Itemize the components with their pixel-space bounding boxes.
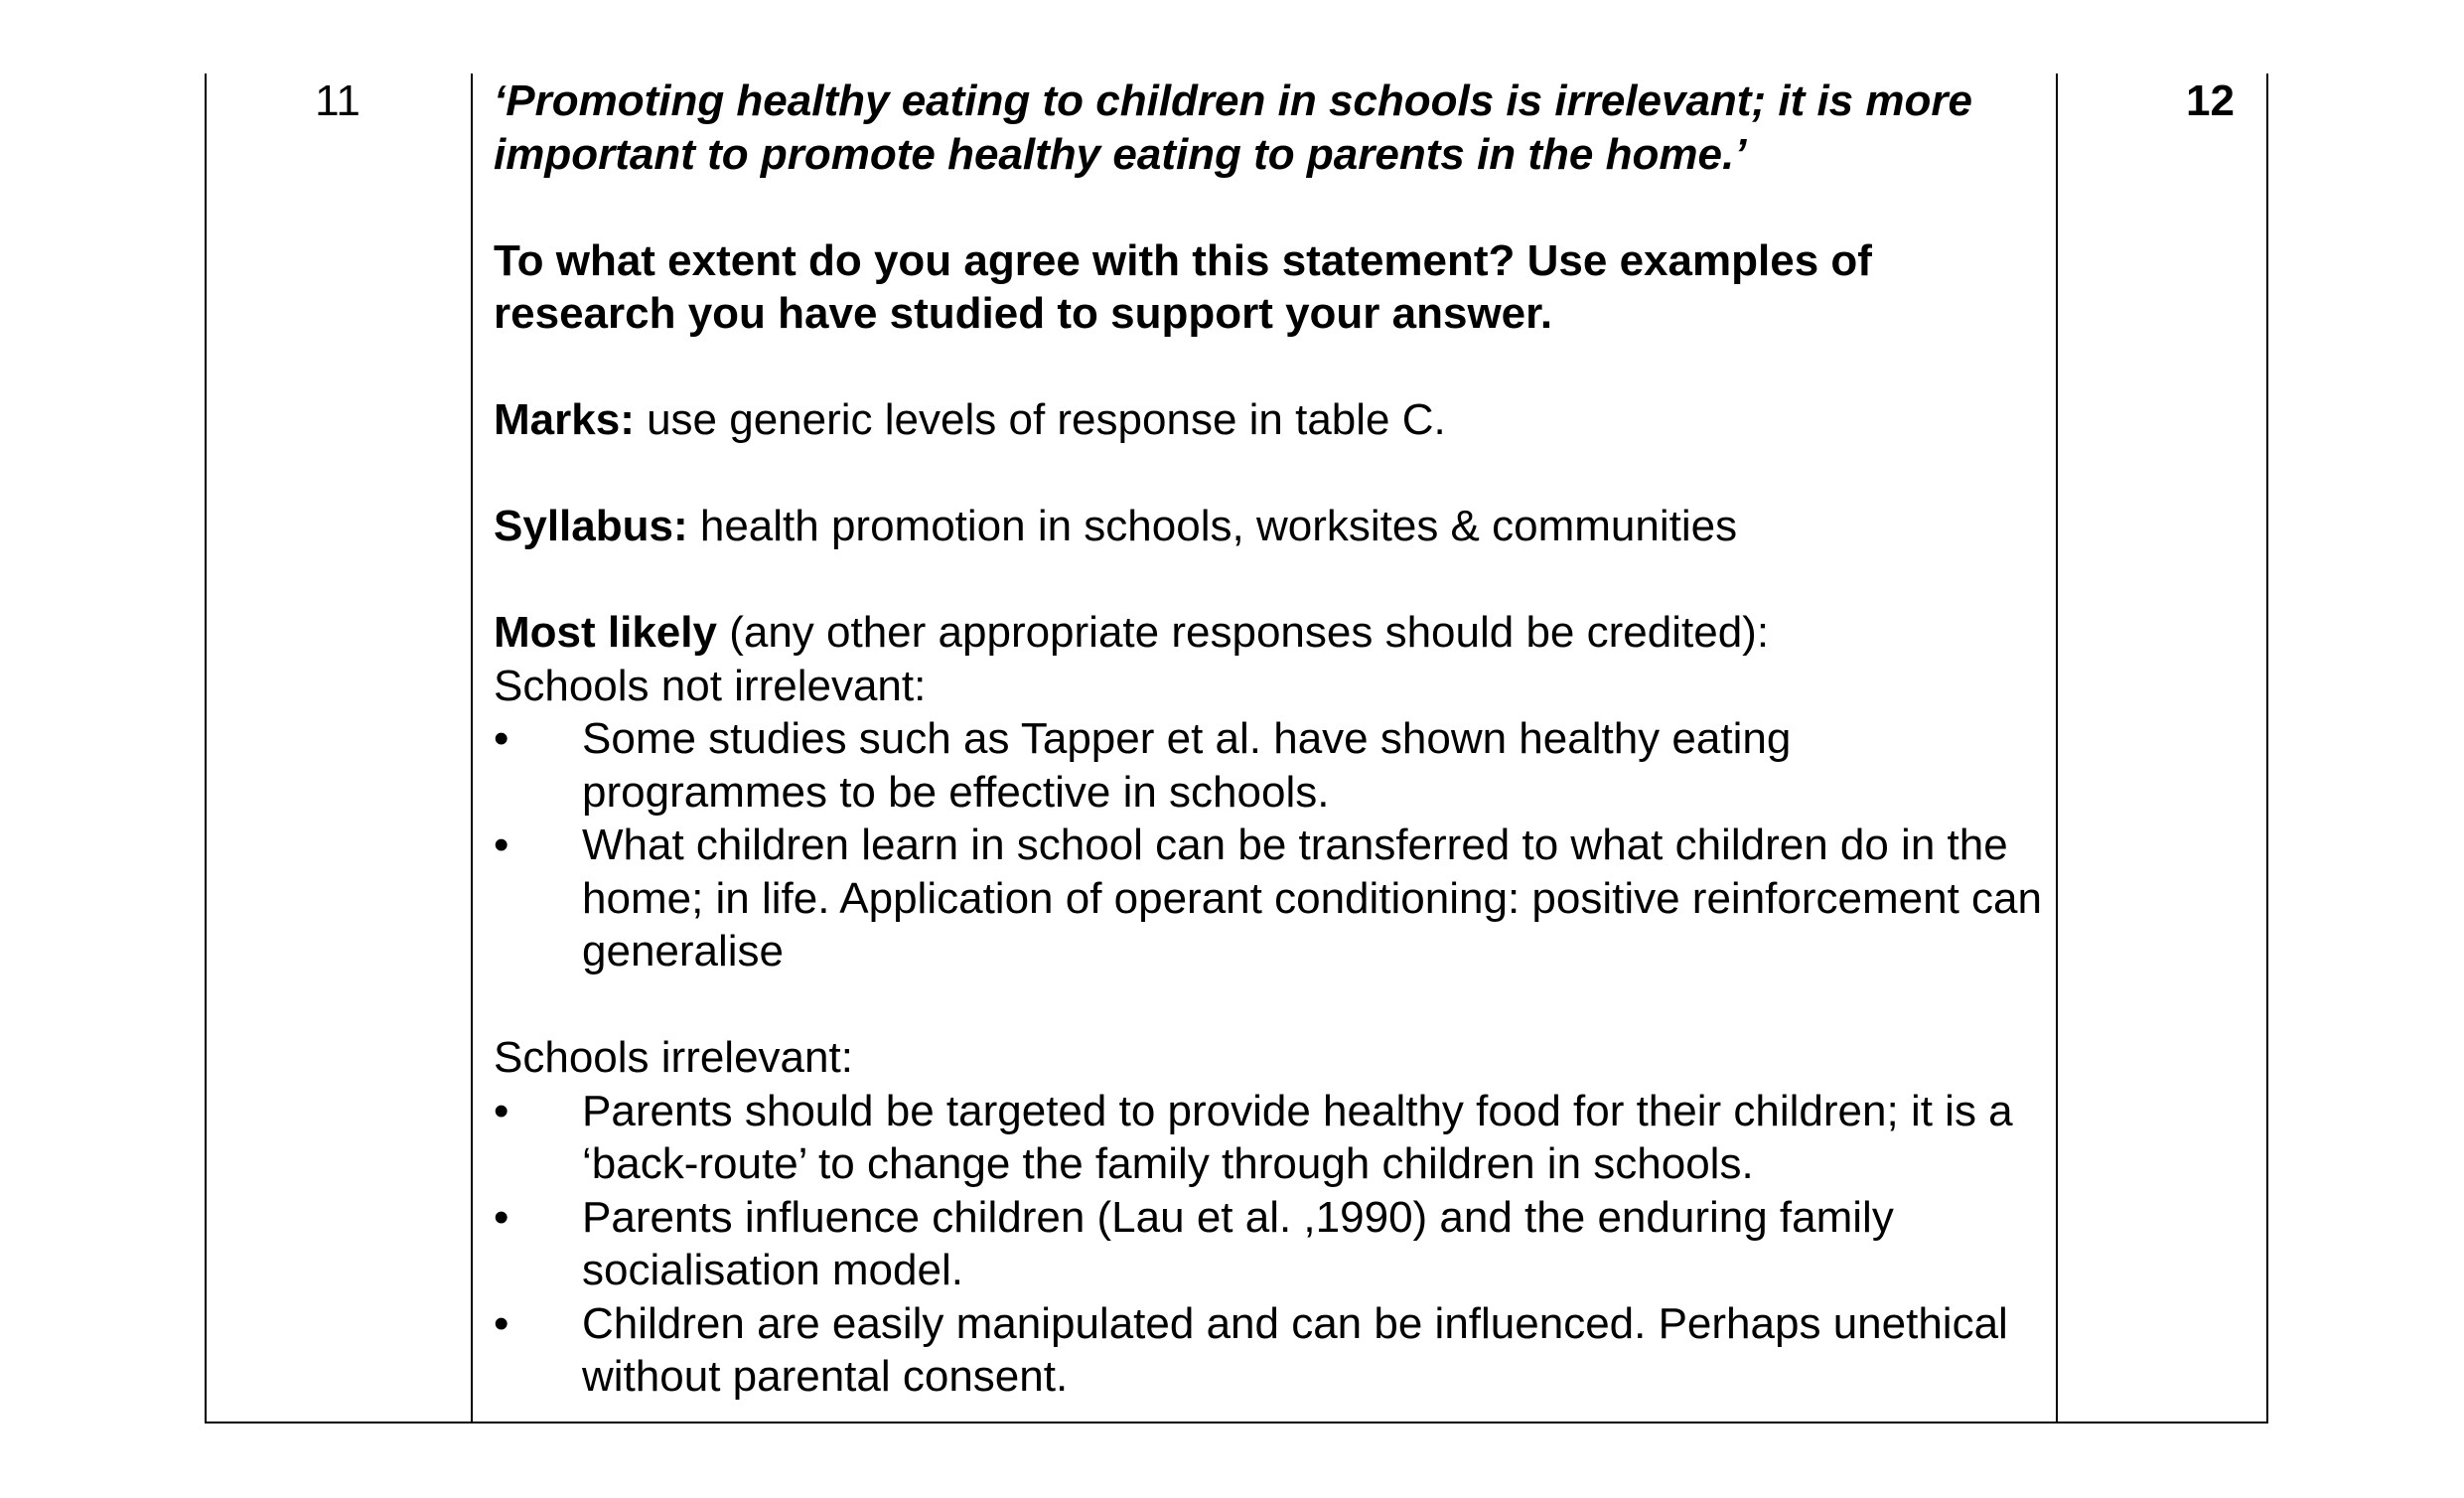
most-likely-line	[494, 606, 2043, 660]
list-item	[494, 1085, 2043, 1191]
marks-label: Marks:	[494, 395, 635, 444]
list-item	[494, 819, 2043, 978]
question-text: To what extent do you agree with this statement? Use examples of research you have studied to support your answer.	[494, 235, 1872, 338]
table-divider-1	[471, 74, 473, 1423]
table-border-right	[2266, 74, 2268, 1423]
most-likely-label: Most likely	[494, 608, 717, 657]
syllabus-label: Syllabus:	[494, 502, 688, 550]
table-border-bottom	[205, 1422, 2268, 1423]
syllabus-text: health promotion in schools, worksites & communities	[687, 502, 1738, 550]
list-item-text: Children are easily manipulated and can be influenced. Perhaps unethical without parental consent.	[582, 1298, 2008, 1401]
most-likely-text: (any other appropriate responses should be credited):	[716, 608, 1770, 657]
syllabus-line	[494, 500, 2043, 553]
list-item-text: What children learn in school can be transferred to what children do in the home; in life. Application of operant conditioning: positive reinforcement can generalise	[582, 821, 2042, 975]
table-border-left	[205, 74, 207, 1423]
list-item	[494, 1191, 2043, 1297]
list-item-text: Parents should be targeted to provide healthy food for their children; it is a ‘back-route’ to change the family through children in schools.	[582, 1086, 2013, 1188]
section-heading-schools-not-irrelevant: Schools not irrelevant:	[494, 661, 927, 710]
table-divider-2	[2056, 74, 2058, 1423]
list-item-text: Parents influence children (Lau et al. ,1990) and the enduring family socialisation model.	[582, 1192, 1894, 1294]
question-number: 11	[315, 76, 361, 125]
list-item-text: Some studies such as Tapper et al. have shown healthy eating programmes to be effective in schools.	[582, 714, 1792, 817]
answer-cell	[494, 75, 2043, 1404]
bullet-icon: •	[494, 1192, 509, 1242]
list-item	[494, 1297, 2043, 1404]
bullet-icon: •	[494, 821, 509, 869]
bullet-icon: •	[494, 1298, 509, 1348]
bullet-icon: •	[494, 1086, 509, 1135]
marks-total: 12	[2186, 76, 2235, 125]
list-item	[494, 712, 2043, 819]
question-quote: ‘Promoting healthy eating to children in schools is irrelevant; it is more important to promote healthy eating to parents in the home.’	[494, 76, 1972, 179]
section-heading-schools-irrelevant: Schools irrelevant:	[494, 1033, 853, 1082]
bullet-icon: •	[494, 714, 509, 763]
marks-line	[494, 393, 2043, 447]
marks-text: use generic levels of response in table C.	[634, 395, 1446, 444]
